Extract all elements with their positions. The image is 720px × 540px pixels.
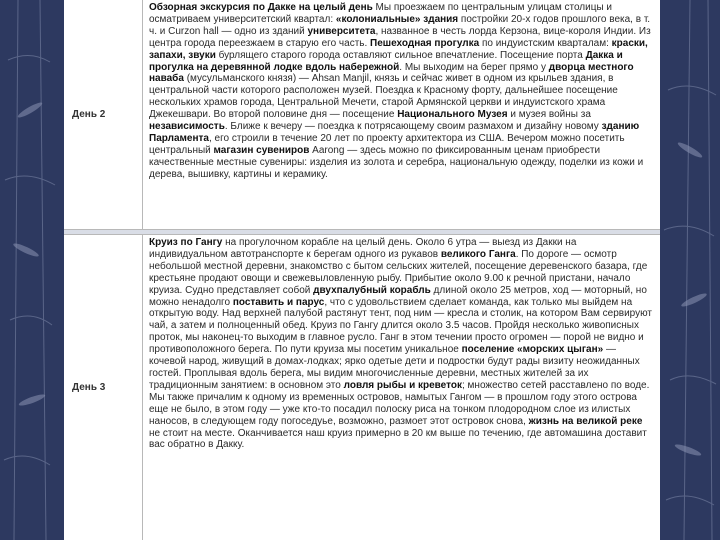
highlight-text: магазин сувениров (213, 144, 310, 156)
highlight-text: Обзорная экскурсия по Дакке на целый день (149, 2, 373, 13)
body-text: Мы проезжаем по центральным улицам столицы и осматриваем университетский квартал: (149, 2, 612, 25)
body-text: длиной около 25 метров, ход — моторный, но можно ненадолго (149, 284, 647, 308)
highlight-text: великого Ганга (440, 248, 516, 260)
highlight-text: «колониальные» здания (335, 13, 459, 25)
highlight-text: Национального Музея (397, 109, 508, 121)
body-text: (мусульманского князя) — Ahsan Manjil, князь и сейчас живет в одном из крыльев здания, в центральной части которого расположен музей. Поездка к Красному форту, дальнейшее посещение нескольких храмов города, Центральной Мечети, старой Армянской церкви и индуистского храма Джекешвари. Во второй половине дня — посещение (149, 73, 618, 121)
highlight-text: Круиз по Гангу (149, 237, 223, 248)
highlight-text: ловля рыбы и креветок (343, 379, 462, 391)
highlight-text: Пешеходная прогулка (370, 37, 480, 49)
body-text: постройки 20-х годов прошлого века, в т. ч. и Curzon hall — одно из зданий (149, 13, 651, 37)
highlight-text: поставить и парус (232, 296, 325, 308)
body-text: Aarong — здесь можно по фиксированным ценам приобрести качественные местные сувениры: изделия из золота и серебра, национальную одежду, поделки из кожи и дерева, вышивку, картины и керамику. (149, 144, 644, 180)
itinerary-table (64, 0, 660, 540)
day-description (143, 0, 660, 229)
body-text: не стоит на месте. Оканчивается наш круиз примерно в 20 км выше по течению, где автомашина доставит вас обратно в Дакку. (149, 427, 647, 451)
highlight-text: жизнь на великой реке (528, 415, 643, 427)
table-row (64, 234, 660, 540)
highlight-text: дворца местного наваба (149, 61, 634, 85)
body-text: бурлящего старого города оставляют сильное впечатление. Посещение порта (215, 49, 586, 61)
day-description (143, 235, 660, 540)
table-row (64, 0, 660, 230)
highlight-text: независимость (149, 121, 225, 133)
body-text: , названное в честь лорда Керзона, вице-короля Индии. Из центра города переезжаем в старую его часть. (149, 25, 651, 49)
body-text: на прогулочном корабле на целый день. Около 6 утра — выезд из Дакки на индивидуальном автотранспорте к берегам одного из рукавов (149, 237, 577, 260)
highlight-text: краски, запахи, звуки (149, 37, 648, 61)
day-label: День 3 (64, 235, 143, 540)
body-text: . По дороге — осмотр небольшой местной деревни, знакомство с бытом сельских жителей, посещение деревенского базара, где крестьяне продают овощи и свежевыловленную рыбу. Прибытие около 9.00 к речной пристани, начало круиза. Судно представляет собой (149, 248, 648, 296)
highlight-text: Дакка и прогулка на деревянной лодке вдоль набережной (149, 49, 623, 73)
body-text: . Мы выходим на берег прямо у (399, 61, 549, 73)
body-text: и музея войны за (507, 109, 591, 121)
body-text: . Ближе к вечеру — поездка к потрясающему своим размахом и дизайну новому (224, 121, 602, 133)
body-text: по индуистским кварталам: (479, 37, 612, 49)
body-text: , что с удовольствием сделает команда, как только мы выйдем на открытую воду. Над верхней палубой растянут тент, под ним — кресла и столик, на котором Вам сервируют чай, а затем и полноценный обед. Круиз по Гангу длится около 3.5 часов. Пройдя несколько живописных проток, мы наконец-то выходим в главное русло. Ганг в этом течении просто огромен — порой не видно и противоположного берега. По пути круиза мы посетим уникальное (149, 296, 652, 356)
highlight-text: двухпалубный корабль (313, 284, 431, 296)
highlight-text: зданию Парламента (149, 121, 640, 144)
highlight-text: поселение «морских цыган» (461, 344, 604, 356)
highlight-text: университета (307, 25, 376, 37)
body-text: ; множество сетей расставлено по воде. Мы также причалим к одному из временных островов, намытых Гангом — в прошлом году этого острова еще не было, в этом году — уже кто-то посадил полоску риса на тонком плодородном слое из илистых наносов, в следующем году погоседуье, возможно, размоет этот островок снова, (149, 379, 650, 427)
day-label: День 2 (64, 0, 143, 229)
body-text: — кочевой народ, живущий в домах-лодках; ярко одетые дети и подростки будут рады визиту неожиданных гостей. Проплывая вдоль берега, мы видим многочисленные деревни, местных жителей за их традиционным занятием: в основном это (149, 344, 640, 391)
body-text: , его строили в течение 20 лет по проекту архитектора из США. Вечером можно посетить центральный (149, 132, 625, 156)
